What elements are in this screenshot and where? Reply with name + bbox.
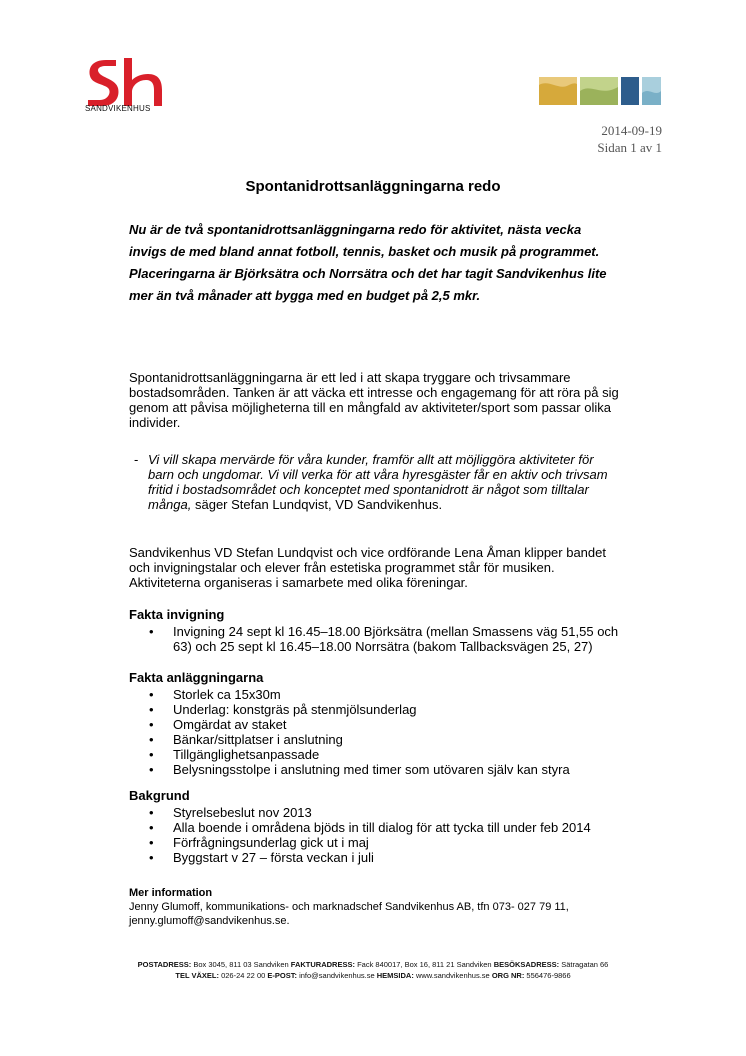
footer-line-1 [0,959,746,970]
intro-paragraph: Spontanidrottsanläggningarna är ett led i att skapa tryggare och trivsammare bostadsområden. Tanken är att väcka ett intresse och engagemang för att röra på sig genom att påvisa möjligheterna till en mångfald av aktiviteter/sport som passar olika individer. [129,370,619,430]
footer-value: 026-24 22 00 [221,971,266,980]
logo-s-mark [88,60,118,106]
list-item: • Tillgänglighetsanpassade [129,747,619,762]
list-fakta-invigning [129,624,619,654]
tile-lightblue-wave [642,77,661,93]
footer-label: E-POST: [267,971,297,980]
list-item: • Alla boende i områdena bjöds in till dialog för att tycka till under feb 2014 [129,820,619,835]
quote-italic: Vi vill skapa mervärde för våra kunder, framför allt att möjliggöra aktiviteter för barn och ungdomar. Vi vill verka för att våra hyresgäster får en aktiv och trivsam fritid i bostadsområdet och konceptet med spontanidrott är något som tilltalar många, [148,452,608,512]
tile-blue [621,77,639,105]
date-block [597,122,662,156]
footer-label: HEMSIDA: [376,971,414,980]
document-date: 2014-09-19 [601,123,662,138]
footer-label: POSTADRESS: [137,960,192,969]
footer-label: FAKTURADRESS: [290,960,355,969]
footer-value: Fack 840017, Box 16, 811 21 Sandviken [357,960,492,969]
logo-wordmark: SANDVIKENHUS [85,104,151,113]
footer-value: info@sandvikenhus.se [299,971,375,980]
list-item: • Storlek ca 15x30m [129,687,619,702]
quote-paragraph [134,452,618,512]
footer-label: ORG NR: [491,971,525,980]
footer-value: 556476-9866 [526,971,571,980]
list-item: • Underlag: konstgräs på stenmjölsunderlag [129,702,619,717]
list-item: • Belysningsstolpe i anslutning med timer som utövaren själv kan styra [129,762,619,777]
decorative-tiles [539,77,661,105]
lead-paragraph: Nu är de två spontanidrottsanläggningarna redo för aktivitet, nästa vecka invigs de med bland annat fotboll, tennis, basket och musik på programmet. Placeringarna är Björksätra och Norrsätra och det har tagit Sandvikenhus lite mer än två månader att bygga med en budget på 2,5 mkr. [129,222,607,303]
footer-label: TEL VÄXEL: [175,971,219,980]
heading-mer-information: Mer information [129,887,213,899]
quote-dash: - [134,452,139,467]
heading-fakta-invigning: Fakta invigning [129,607,225,622]
list-item: • Styrelsebeslut nov 2013 [129,805,619,820]
list-bakgrund [129,805,619,865]
ceremony-paragraph: Sandvikenhus VD Stefan Lundqvist och vice ordförande Lena Åman klipper bandet och invigningstalar och elever från estetiska programmet står för musiken. Aktiviteterna organiseras i samarbete med olika föreningar. [129,545,606,590]
footer-value: Box 3045, 811 03 Sandviken [193,960,289,969]
footer-value: www.sandvikenhus.se [415,971,490,980]
list-item: • Invigning 24 sept kl 16.45–18.00 Björksätra (mellan Smassens väg 51,55 och 63) och 25 sept kl 16.45–18.00 Norrsätra (bakom Tallbacksvägen 25, 27) [129,624,619,654]
list-fakta-anlaggningarna [129,687,619,777]
list-item: • Byggstart v 27 – första veckan i juli [129,850,619,865]
footer-value: Sätragatan 66 [561,960,609,969]
list-item: • Bänkar/sittplatser i anslutning [129,732,619,747]
heading-bakgrund: Bakgrund [129,788,190,803]
logo-h-mark [124,58,162,106]
page-number: Sidan 1 av 1 [597,140,662,155]
heading-fakta-anlaggningarna: Fakta anläggningarna [129,670,264,685]
list-item: • Förfrågningsunderlag gick ut i maj [129,835,619,850]
page-title: Spontanidrottsanläggningarna redo [245,178,501,195]
footer-line-2 [0,970,746,981]
contact-info: Jenny Glumoff, kommunikations- och marknadschef Sandvikenhus AB, tfn 073- 027 79 11, jenny.glumoff@sandvikenhus.se. [129,901,569,927]
list-item: • Omgärdat av staket [129,717,619,732]
footer-label: BESÖKSADRESS: [493,960,560,969]
quote-attribution: säger Stefan Lundqvist, VD Sandvikenhus. [191,497,443,512]
